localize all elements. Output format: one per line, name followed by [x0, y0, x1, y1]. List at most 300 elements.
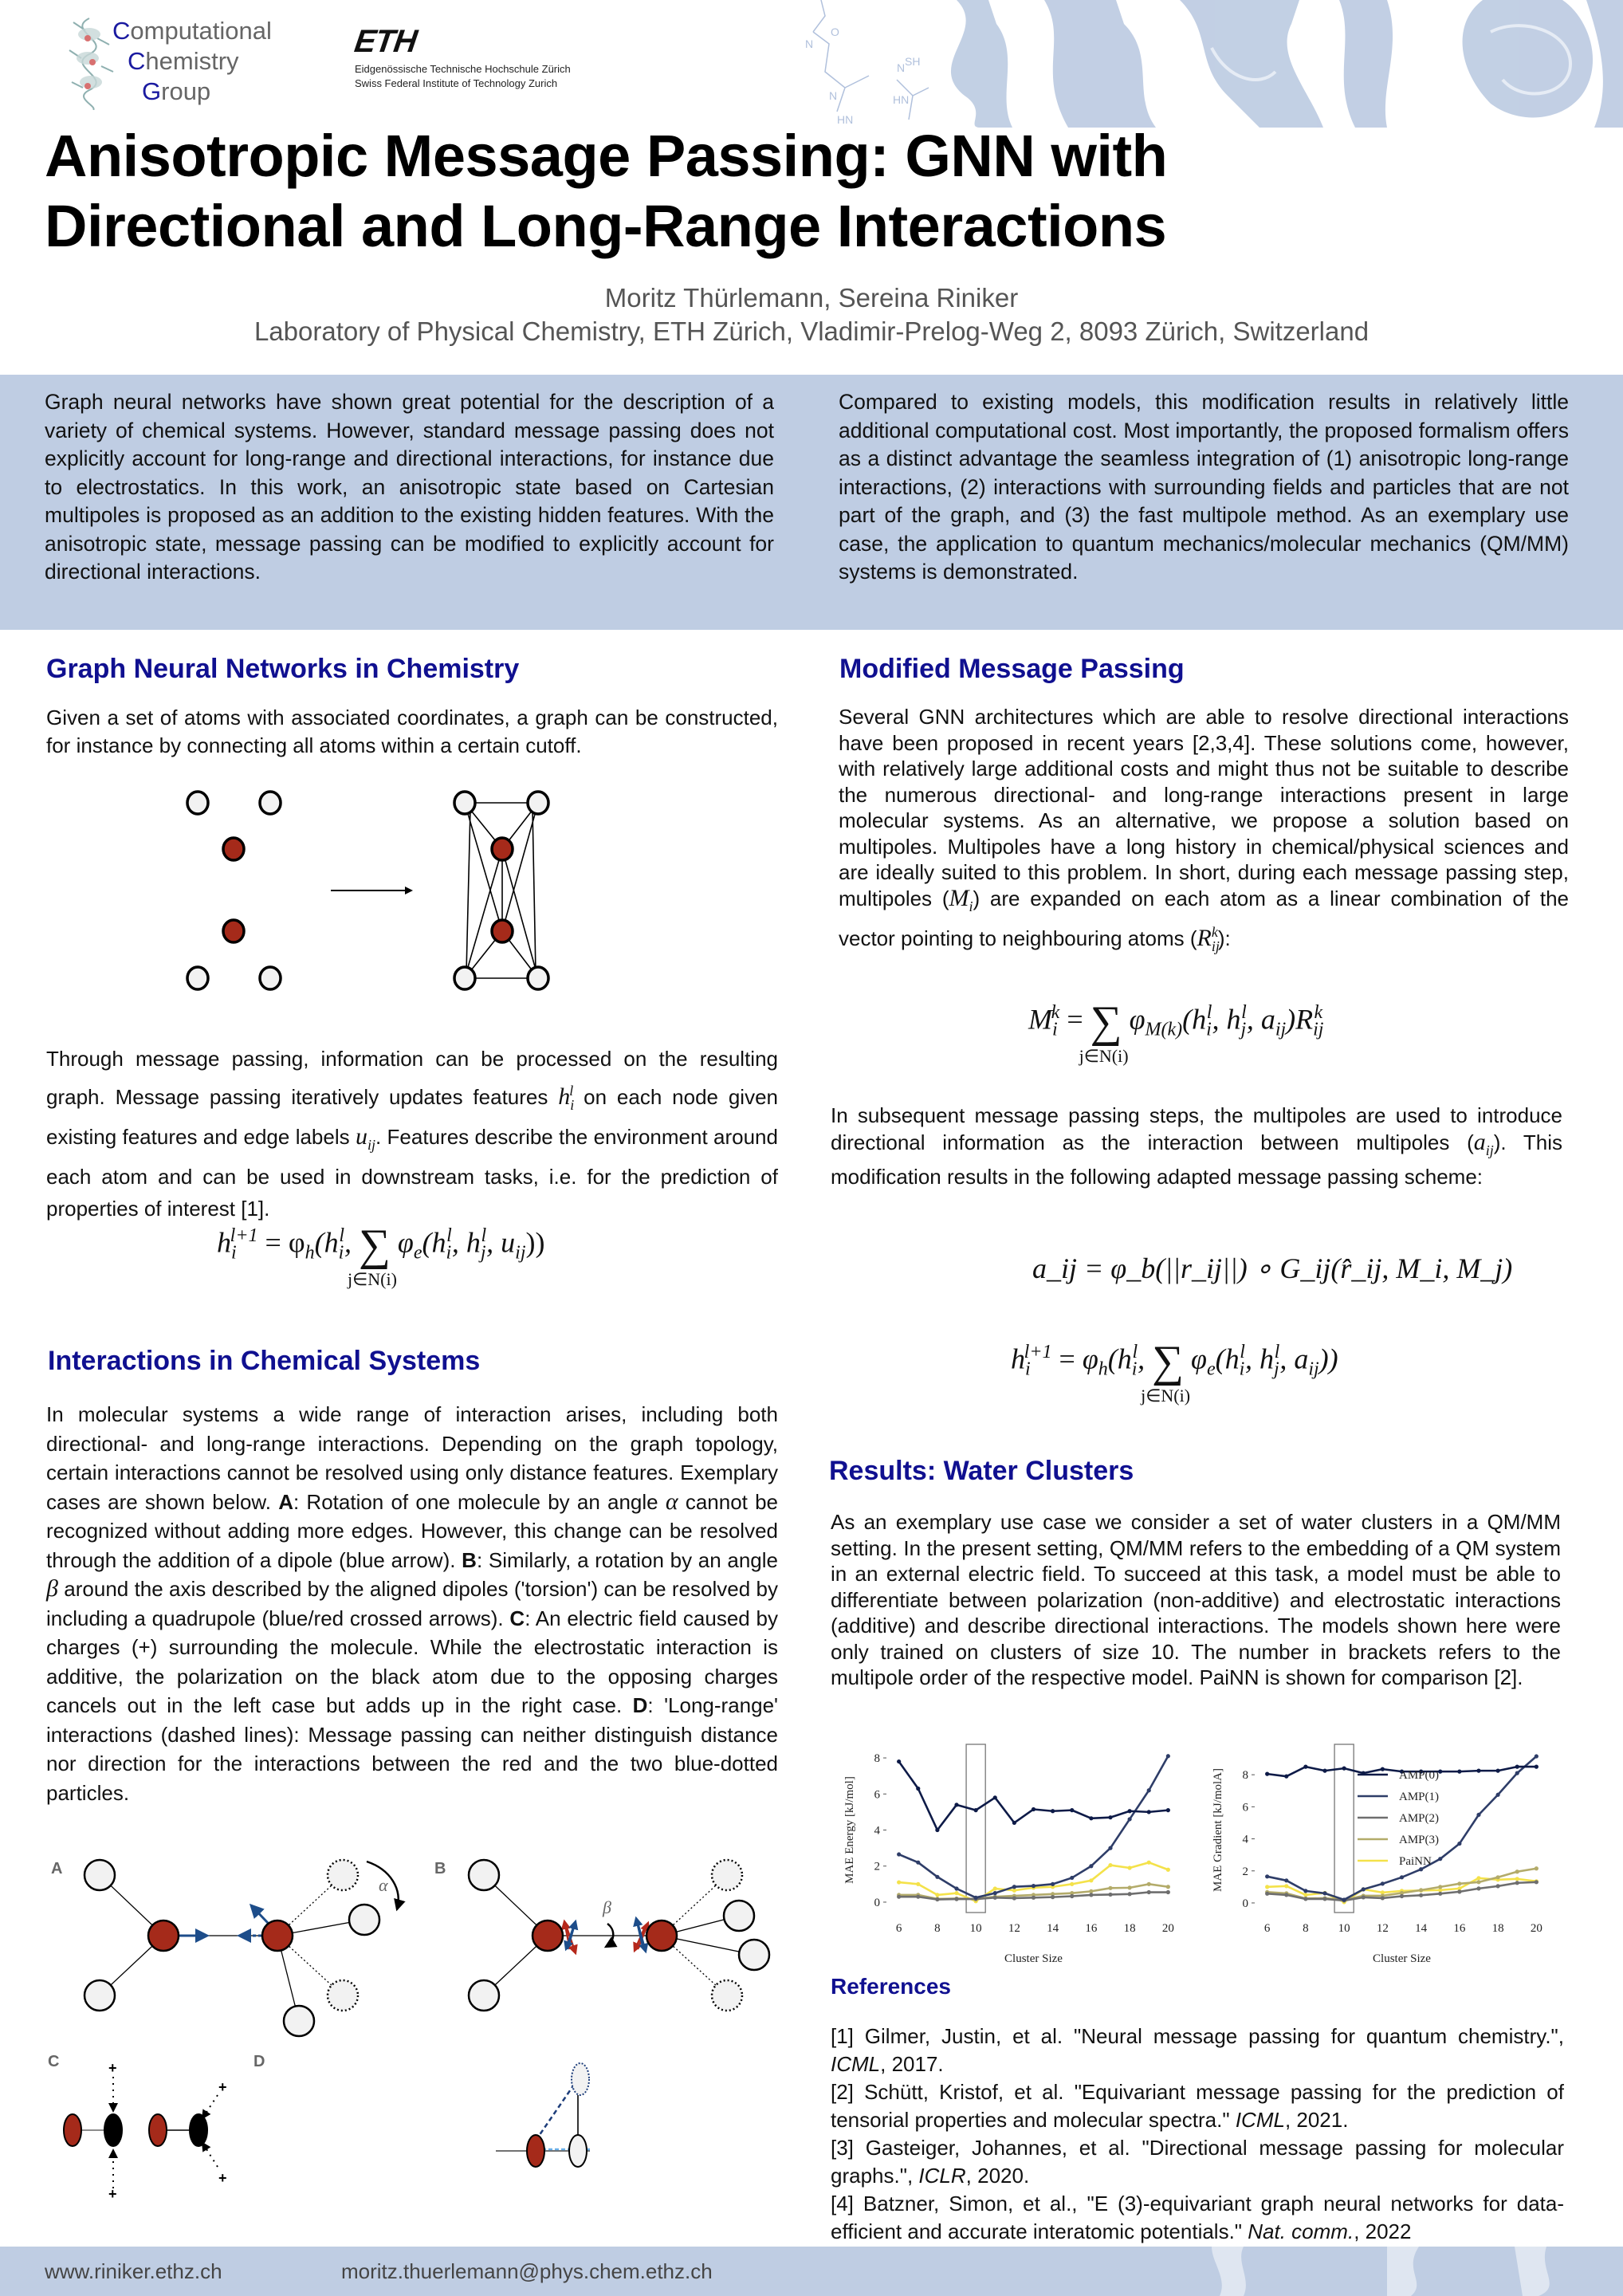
data-point [1089, 1893, 1093, 1897]
atom-black [104, 2114, 122, 2146]
data-point [1496, 1793, 1500, 1797]
abstract-band [0, 375, 1623, 630]
sum-subscript: j∈N(i) [1141, 1386, 1191, 1406]
data-point [1032, 1807, 1035, 1811]
data-point [1032, 1884, 1035, 1888]
data-point [974, 1808, 978, 1812]
reference-venue: ICML [831, 2052, 881, 2076]
label-b: B [462, 1547, 477, 1572]
logo-text: omputational [130, 17, 272, 45]
eq-token: )) [525, 1226, 545, 1259]
arrow-icon [331, 887, 413, 894]
x-tick-label: 14 [1047, 1922, 1059, 1935]
label-c: C [509, 1606, 525, 1630]
atom-red [262, 1921, 293, 1951]
data-point [954, 1803, 958, 1807]
data-point [1342, 1767, 1346, 1771]
atom-light [84, 1980, 115, 2011]
atom-light [569, 2135, 587, 2167]
reference-year: , 2017. [880, 2052, 944, 2076]
legend-label: AMP(0) [1399, 1769, 1440, 1782]
interactions-text [46, 1400, 778, 1807]
y-tick-label: 2 [874, 1860, 880, 1873]
data-point [1457, 1770, 1461, 1774]
atom-ghost [328, 1980, 358, 2011]
reference-venue: Nat. comm. [1248, 2219, 1354, 2243]
long-range-dashed-line [536, 2085, 574, 2141]
data-point [897, 1852, 901, 1856]
x-tick-label: 16 [1453, 1922, 1466, 1935]
eq-token: M(k) [1145, 1019, 1183, 1040]
data-point [1265, 1885, 1269, 1889]
data-point [1128, 1866, 1132, 1869]
equation-message-passing: $h_i^{l+1} = \varphi_h(h_i^l$, ∑ j∈N(i) $\varphi_e(h_i^l$, $h_j^l$, $u_{ij}$)) [217, 1221, 545, 1289]
data-point [1166, 1754, 1170, 1758]
modified-text-2 [831, 1103, 1562, 1190]
atom-light [187, 967, 208, 989]
data-point [1476, 1876, 1480, 1880]
data-point [1051, 1882, 1055, 1886]
legend-label: PaiNN [1399, 1855, 1432, 1868]
chart-mae-gradient [1196, 1722, 1594, 1977]
atom-light [528, 967, 548, 989]
data-point [1438, 1857, 1442, 1861]
data-point [1496, 1769, 1500, 1773]
charge-plus: + [108, 2186, 117, 2202]
x-tick-label: 8 [1303, 1922, 1309, 1935]
text-run: around the axis described by the aligned dipoles ('torsion') can be resolved by including a quadrupole (blue/red crossed arrows). [46, 1577, 778, 1630]
sum-subscript: j∈N(i) [347, 1269, 397, 1289]
data-point [993, 1886, 997, 1890]
data-point [1089, 1889, 1093, 1893]
y-tick-label: 2 [1242, 1865, 1248, 1878]
graph-construction-diagram [159, 773, 654, 1005]
svg-text:HN: HN [893, 93, 910, 106]
data-point [1457, 1842, 1461, 1846]
data-point [1128, 1809, 1132, 1813]
data-point [1147, 1810, 1151, 1814]
reference-item [831, 2023, 1564, 2078]
section-heading-references: References [831, 1974, 951, 1999]
eth-logo: ETH [352, 24, 419, 59]
x-tick-label: 6 [895, 1922, 902, 1935]
abstract-right: Compared to existing models, this modification results in relatively little additional computational cost. Most importantly, the proposed formalism offers as a distinct advantage the seamless integration of (1) anisotropic long-range interactions, (2) interactions with surrounding fields and particles that are not part of the graph, and (3) the fast multipole method. As an exemplary use case, the application to quantum mechanics/molecular mechanics (QM/MM) systems is demonstrated. [839, 390, 1569, 584]
data-point [1070, 1808, 1074, 1812]
eq-token: ∑ [1090, 997, 1122, 1047]
atom-ghost [712, 1860, 742, 1890]
data-point [1419, 1893, 1423, 1897]
sum-symbol [1079, 997, 1129, 1066]
atom-red [223, 920, 244, 942]
data-point [1284, 1884, 1288, 1888]
references-list [831, 2023, 1564, 2246]
eq-token: = φ [265, 1226, 305, 1259]
x-tick-label: 20 [1161, 1922, 1174, 1935]
equation-adapted-update: $h_i^{l+1} = \varphi_h(h_i^l$, ∑ j∈N(i) $\varphi_e(h_i^l$, $h_j^l$, $a_{ij}$)) [1011, 1337, 1338, 1406]
atom-ghost [328, 1860, 358, 1890]
gnn-intro-text: Given a set of atoms with associated coordinates, a graph can be constructed, for instance by connecting all atoms within a certain cutoff. [46, 706, 778, 757]
data-point [897, 1880, 901, 1884]
data-point [1322, 1897, 1326, 1901]
website-link[interactable]: www.riniker.ethz.ch [45, 2259, 222, 2283]
logo-initial: C [128, 47, 146, 75]
atom-light [469, 1980, 499, 2011]
data-point [1070, 1882, 1074, 1886]
data-point [935, 1828, 939, 1832]
text-run: . Features describe the environment around each atom and can be used in downstream tasks, i.e. for the prediction of properties of interest [1]. [46, 1125, 778, 1221]
data-point [1400, 1875, 1404, 1879]
equation-aij: a_ij = φ_b(||r_ij||) ∘ G_ij(r̂_ij, M_i, M_j) [1032, 1252, 1513, 1284]
svg-text:SH: SH [905, 55, 921, 68]
y-tick-label: 0 [874, 1896, 880, 1909]
panel-label-d: D [253, 2053, 265, 2070]
y-tick-label: 4 [1242, 1833, 1248, 1846]
x-tick-label: 8 [934, 1922, 941, 1935]
affiliation: Laboratory of Physical Chemistry, ETH Zürich, Vladimir-Prelog-Weg 2, 8093 Zürich, Switzerland [253, 316, 1370, 346]
data-point [1166, 1808, 1170, 1812]
eq-token: (h [314, 1226, 339, 1259]
group-logo-line-1 [112, 16, 272, 46]
math-h: $h_i^l$ [558, 1083, 575, 1113]
atom-red [492, 838, 513, 860]
atom-light [724, 1901, 754, 1931]
x-tick-label: 10 [969, 1922, 982, 1935]
section-heading-results: Results: Water Clusters [829, 1456, 1134, 1486]
data-point [1108, 1893, 1112, 1897]
charge-plus: + [108, 2060, 117, 2076]
text-run: on each node given existing features and edge labels [46, 1085, 778, 1149]
math-beta: β [46, 1575, 58, 1602]
atom-light [469, 1860, 499, 1890]
text-run: : 'Long-range' interactions (dashed lines): Message passing can neither distinguish distance nor direction for the interactions between the red and the two blue-dotted particles. [46, 1693, 778, 1805]
data-point [1457, 1889, 1461, 1893]
logo-initial: C [112, 17, 131, 45]
data-point [1381, 1881, 1385, 1885]
text-run: ). This modification results in the following adapted message passing scheme: [831, 1130, 1562, 1189]
atom-light [284, 2006, 314, 2036]
svg-text:N: N [805, 37, 814, 50]
atom-light [84, 1860, 115, 1890]
sum-symbol [1141, 1336, 1191, 1406]
footer-protein-art [1196, 2247, 1623, 2296]
data-point [1381, 1896, 1385, 1900]
data-point [1051, 1809, 1055, 1813]
reference-text: [3] Gasteiger, Johannes, et al. "Directional message passing for molecular graphs.", [831, 2136, 1564, 2188]
data-point [1303, 1889, 1307, 1893]
eth-subtitle-de: Eidgenössische Technische Hochschule Zürich [355, 63, 571, 75]
eq-token: (h [1182, 1003, 1207, 1036]
data-point [993, 1896, 997, 1900]
data-point [1303, 1897, 1307, 1901]
atom-red [532, 1921, 563, 1951]
eq-token: φ [397, 1226, 414, 1259]
data-point [1284, 1878, 1288, 1882]
data-point [1400, 1894, 1404, 1898]
data-point [1089, 1816, 1093, 1820]
reference-text: [2] Schütt, Kristof, et al. "Equivariant message passing for the prediction of tensorial properties and molecular spectra." [831, 2080, 1564, 2132]
data-point [1342, 1897, 1346, 1901]
alpha-label: α [379, 1875, 388, 1895]
atom-light [349, 1905, 379, 1935]
data-point [1515, 1771, 1519, 1775]
data-point [935, 1893, 939, 1897]
atom-light [528, 792, 548, 814]
x-tick-label: 10 [1338, 1922, 1350, 1935]
svg-text:N: N [897, 61, 906, 74]
abstract-left: Graph neural networks have shown great potential for the description of a variety of chemical systems. However, standard message passing does not explicitly account for long-range and directional interactions, for instance due to electrostatics. In this work, an anisotropic state based on Cartesian multipoles is proposed as an addition to the existing hidden features. With the anisotropic state, message passing can be modified to explicitly account for directional interactions. [45, 390, 774, 584]
atom-red [148, 1921, 179, 1951]
panel-d-diagram [255, 2041, 590, 2216]
data-point [1265, 1892, 1269, 1896]
x-tick-label: 12 [1008, 1922, 1020, 1935]
y-axis-label: MAE Gradient [kJ/molA] [1212, 1768, 1224, 1892]
atom-black [190, 2114, 207, 2146]
data-point [1535, 1754, 1539, 1758]
math-R: $R_{ij}^k$ [1197, 924, 1220, 954]
data-point [954, 1891, 958, 1895]
eq-token: h [217, 1226, 231, 1259]
data-point [1012, 1889, 1016, 1893]
y-tick-label: 8 [874, 1752, 880, 1766]
y-tick-label: 8 [1242, 1769, 1248, 1783]
data-point [1089, 1864, 1093, 1868]
data-point [1051, 1895, 1055, 1899]
data-point [974, 1896, 978, 1900]
data-point [954, 1886, 958, 1890]
math-u: $u_{ij}$ [355, 1123, 375, 1153]
y-axis-label: MAE Energy [kJ/mol] [843, 1776, 856, 1884]
modified-text-1 [839, 704, 1569, 960]
x-tick-label: 14 [1415, 1922, 1428, 1935]
sum-subscript: j∈N(i) [1079, 1046, 1129, 1066]
svg-text:HN: HN [837, 113, 854, 126]
eth-subtitle-en: Swiss Federal Institute of Technology Zurich [355, 77, 558, 89]
text-run: ) are expanded on each atom as a linear combination of the vector pointing to neighbouring atoms ( [839, 886, 1569, 950]
chart-mae-energy [812, 1722, 1210, 1977]
data-point [1476, 1769, 1480, 1773]
eq-token: ∑ [1152, 1337, 1185, 1386]
data-point [916, 1861, 920, 1865]
atom-red [64, 2114, 81, 2146]
data-point [1476, 1813, 1480, 1817]
eq-token: , h [1212, 1003, 1241, 1036]
data-point [1284, 1775, 1288, 1779]
text-run: cannot be recognized without adding more edges. However, this change can be resolved through the addition of a dipole (blue arrow). [46, 1489, 779, 1572]
data-point [1535, 1765, 1539, 1769]
data-point [1381, 1767, 1385, 1771]
data-point [1284, 1893, 1288, 1897]
math-symbol: R [1197, 925, 1212, 951]
eq-token: M [1028, 1003, 1052, 1036]
x-tick-label: 12 [1376, 1922, 1389, 1935]
math-M: $M_i$ [949, 884, 973, 914]
text-run: In subsequent message passing steps, the multipoles are used to introduce directional information as the interaction between multipoles ( [831, 1103, 1562, 1154]
eq-token: ∑ [358, 1221, 391, 1270]
eth-logo-subtitle [355, 62, 571, 91]
data-point [1166, 1885, 1170, 1889]
atom-red [527, 2135, 544, 2167]
data-point [1535, 1866, 1539, 1870]
title-line-2: Directional and Long-Range Interactions [45, 193, 1167, 259]
x-tick-label: 6 [1263, 1922, 1271, 1935]
reference-item [831, 2078, 1564, 2134]
svg-text:N: N [829, 89, 838, 102]
x-tick-label: 18 [1123, 1922, 1136, 1935]
data-point [1515, 1765, 1519, 1769]
math-symbol: u [355, 1123, 367, 1150]
data-point [1108, 1886, 1112, 1890]
atom-light [260, 967, 281, 989]
data-point [1515, 1881, 1519, 1885]
data-point [1147, 1788, 1151, 1792]
data-point [1166, 1868, 1170, 1872]
section-heading-modified: Modified Message Passing [839, 654, 1185, 684]
label-a: A [278, 1489, 293, 1514]
eq-token: = [1067, 1003, 1083, 1036]
text-run: Several GNN architectures which are able to resolve directional interactions have been proposed in recent years [2,3,4]. These solutions come, however, with relatively large additional costs and might thus not be suitable to describe the numerous directional- and long-range interactions present in large molecular systems. As an alternative, we propose a solution based on multipoles. Multipoles have a long history in chemical/physical sciences and are ideally suited to this problem. In short, during each message passing step, multipoles ( [839, 705, 1569, 910]
text-run: : An electric field caused by charges (+) surrounding the molecule. While the electrostatic interaction is additive, the polarization on the black atom due to the opposing charges cancels out in the left case but adds up in the right case. [46, 1606, 778, 1717]
legend-label: AMP(1) [1399, 1791, 1440, 1803]
logo-initial: G [142, 77, 162, 105]
reference-venue: ICML [1235, 2108, 1285, 2132]
y-tick-label: 4 [874, 1824, 880, 1838]
data-point [1012, 1896, 1016, 1900]
data-point [916, 1882, 920, 1886]
charge-plus: + [218, 2170, 227, 2186]
text-run: ): [1217, 926, 1231, 950]
data-point [993, 1795, 997, 1799]
data-point [1303, 1765, 1307, 1769]
group-logo-line-3 [142, 77, 210, 107]
data-point [1476, 1886, 1480, 1890]
reference-year: , 2021. [1284, 2108, 1349, 2132]
data-point [1496, 1875, 1500, 1879]
math-symbol: a [1473, 1129, 1486, 1155]
data-point [1303, 1893, 1307, 1897]
data-point [1147, 1882, 1151, 1886]
dipole-arrow-icon [179, 1905, 268, 1936]
panel-b-diagram [422, 1834, 805, 2041]
x-axis-label: Cluster Size [1004, 1952, 1063, 1965]
atom-light [260, 792, 281, 814]
authors: Moritz Thürlemann, Sereina Riniker [604, 283, 1019, 313]
data-point [1128, 1817, 1132, 1821]
data-point [935, 1875, 939, 1879]
data-point [1476, 1880, 1480, 1884]
poster-title [45, 121, 1400, 261]
group-logo-molecule-icon [57, 14, 121, 110]
x-tick-label: 16 [1085, 1922, 1098, 1935]
atom-red [492, 920, 513, 942]
data-point [1012, 1885, 1016, 1889]
data-point [916, 1787, 920, 1791]
atom-ghost-blue [572, 2063, 589, 2095]
data-point [1496, 1884, 1500, 1888]
data-point [1419, 1888, 1423, 1892]
data-point [897, 1895, 901, 1899]
y-tick-label: 6 [1242, 1801, 1248, 1814]
math-symbol: h [558, 1083, 571, 1110]
beta-label: β [603, 1897, 611, 1917]
atom-red [646, 1921, 677, 1951]
protein-background-art [781, 0, 1623, 128]
atom-light [454, 967, 475, 989]
email-link[interactable]: moritz.thuerlemann@phys.chem.ethz.ch [341, 2259, 713, 2283]
math-a: $a_{ij}$ [1473, 1129, 1494, 1158]
atom-red [223, 838, 244, 860]
footer-band [0, 2247, 1623, 2296]
panel-a-diagram [40, 1834, 422, 2041]
panel-label-c: C [48, 2053, 60, 2070]
title-line-1: Anisotropic Message Passing: GNN with [45, 123, 1168, 189]
logo-text: roup [161, 77, 211, 105]
atom-light [187, 792, 208, 814]
sum-symbol [347, 1220, 397, 1289]
reference-text: [1] Gilmer, Justin, et al. "Neural message passing for quantum chemistry.", [831, 2024, 1564, 2048]
equation-multipole: $M_i^k$ = ∑ j∈N(i) $\varphi_{M(k)}(h_i^l$, $h_j^l$, $a_{ij})R_{ij}^k$ [1028, 997, 1324, 1066]
reference-year: , 2020. [965, 2164, 1030, 2188]
atom-ghost [712, 1980, 742, 2011]
logo-text: hemistry [145, 47, 239, 75]
group-logo-line-2 [128, 46, 239, 77]
legend-label: AMP(3) [1399, 1834, 1440, 1846]
data-point [1032, 1896, 1035, 1900]
eq-token: (h [422, 1226, 446, 1259]
data-point [1128, 1892, 1132, 1896]
data-point [1265, 1772, 1269, 1776]
data-point [1147, 1890, 1151, 1894]
data-point [1012, 1821, 1016, 1825]
data-point [1438, 1892, 1442, 1896]
data-point [1265, 1874, 1269, 1878]
math-symbol: M [949, 884, 969, 911]
atom-light [739, 1940, 769, 1970]
atom-red [149, 2114, 167, 2146]
text-run: : Rotation of one molecule by an angle [293, 1489, 658, 1514]
data-point [1362, 1895, 1366, 1899]
panel-label-b: B [434, 1860, 446, 1877]
data-point [1108, 1863, 1112, 1867]
gnn-message-passing-text [46, 1043, 778, 1225]
data-point [1457, 1881, 1461, 1885]
reference-venue: ICLR [918, 2164, 966, 2188]
data-point [1070, 1876, 1074, 1880]
text-run: : Similarly, a rotation by an angle [476, 1547, 778, 1572]
data-point [897, 1759, 901, 1763]
y-tick-label: 0 [1242, 1897, 1248, 1910]
x-tick-label: 18 [1491, 1922, 1504, 1935]
data-point [935, 1897, 939, 1901]
data-point [1089, 1878, 1093, 1882]
eq-token: u [501, 1226, 516, 1259]
svg-text:O: O [831, 26, 839, 38]
graph-edges [465, 803, 538, 978]
data-point [1322, 1891, 1326, 1895]
text-run: Through message passing, information can be processed on the resulting graph. Message passing iteratively updates features [46, 1047, 778, 1109]
reference-text: [4] Batzner, Simon, et al., "E (3)-equivariant graph neural networks for data-efficient and accurate interatomic potentials." [831, 2192, 1564, 2243]
data-point [1147, 1861, 1151, 1865]
reference-year: , 2022 [1354, 2219, 1412, 2243]
training-size-highlight [966, 1744, 985, 1913]
panel-label-a: A [51, 1860, 63, 1877]
x-axis-label: Cluster Size [1373, 1952, 1431, 1965]
data-point [1108, 1815, 1112, 1819]
eq-token: , a [1246, 1003, 1275, 1036]
data-point [1108, 1846, 1112, 1850]
section-heading-interactions: Interactions in Chemical Systems [48, 1346, 481, 1376]
data-point [1438, 1885, 1442, 1889]
results-text: As an exemplary use case we consider a set of water clusters in a QM/MM setting. In the present setting, QM/MM refers to the embedding of a QM system in an external electric field. To succeed at this task, a model must be able to differentiate between polarization (non-additive) and electrostatic interactions (additive) and describe directional interactions. The models shown here were only trained on clusters of size 10. The number in brackets refers to the multipole order of the respective model. PaiNN is shown for comparison [2]. [831, 1510, 1561, 1689]
